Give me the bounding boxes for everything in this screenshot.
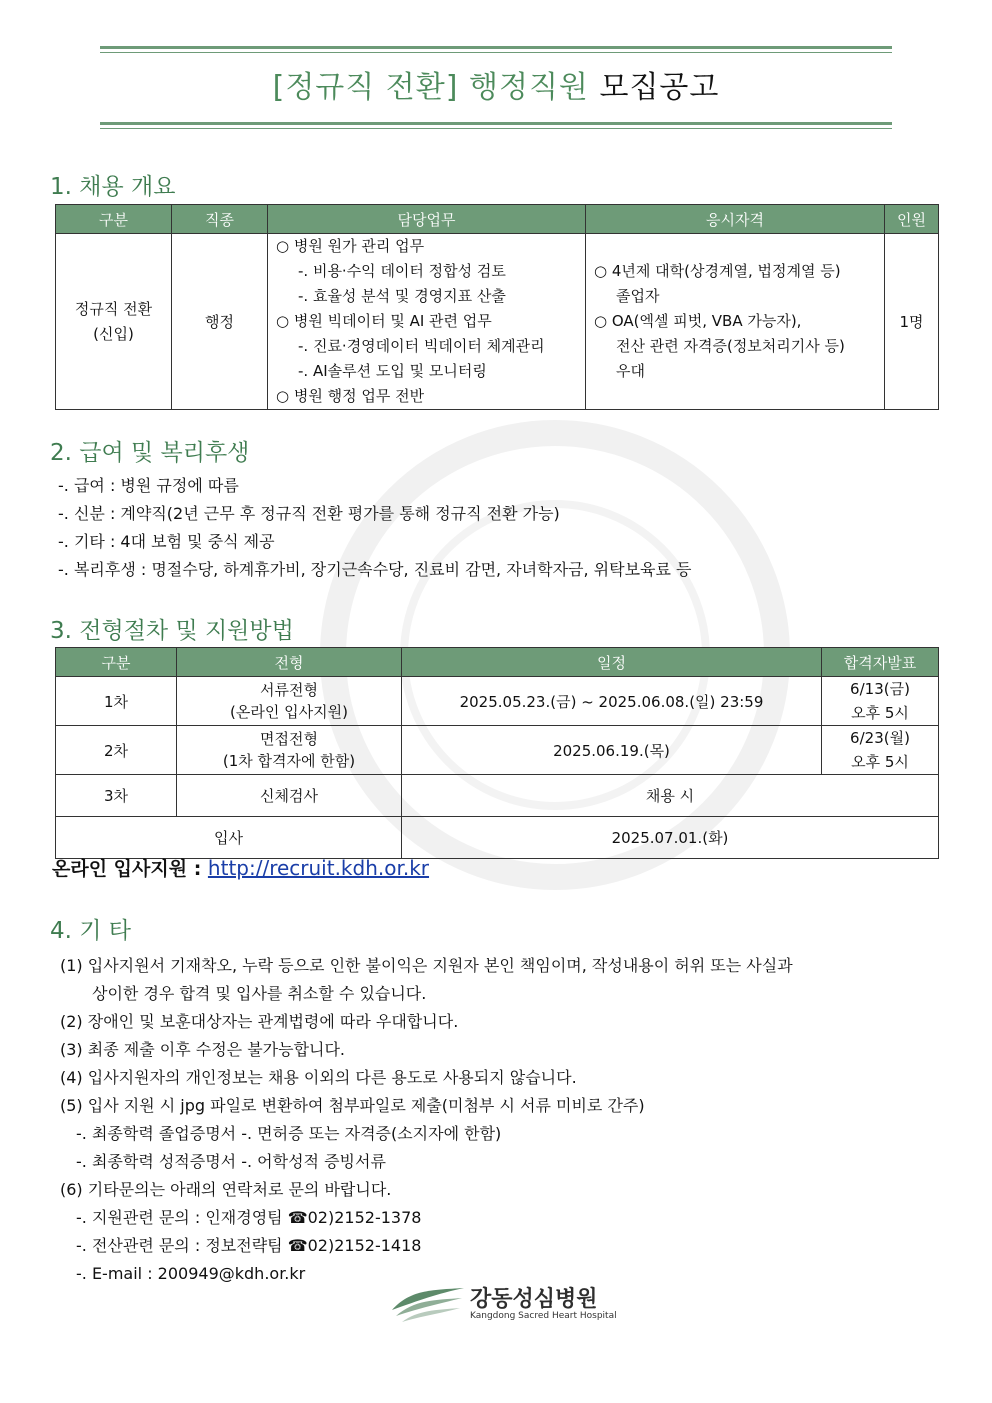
etc-item: 상이한 경우 합격 및 입사를 취소할 수 있습니다.	[92, 984, 427, 1003]
duty-line: -. 효율성 분석 및 경영지표 산출	[298, 287, 506, 305]
etc-item: (5) 입사 지원 시 jpg 파일로 변환하여 첨부파일로 제출(미첨부 시 서류 미비로 간주)	[60, 1096, 645, 1115]
benefits-list	[58, 472, 692, 584]
benefit-item: -. 복리후생 : 명절수당, 하계휴가비, 장기근속수당, 진료비 감면, 자녀학자금, 위탁보육료 등	[58, 560, 692, 579]
duty-line: ○ 병원 원가 관리 업무	[276, 237, 425, 255]
section-title-benefits: 2. 급여 및 복리후생	[50, 440, 250, 466]
qualification-line: ○ OA(엑셀 피벗, VBA 가능자),	[594, 312, 802, 330]
process-type-line: 서류전형	[260, 681, 318, 699]
process-announce	[822, 677, 939, 726]
duty-line: -. 진료·경영데이터 빅데이터 체계관리	[298, 337, 545, 355]
process-type	[177, 726, 402, 775]
benefit-item: -. 신분 : 계약직(2년 근무 후 정규직 전환 평가를 통해 정규직 전환 가능)	[58, 504, 560, 523]
duty-line: -. AI솔루션 도입 및 모니터링	[298, 362, 487, 380]
process-row	[56, 775, 939, 817]
qualification-line: 우대	[616, 362, 645, 380]
overview-header: 구분	[56, 205, 172, 234]
process-type	[177, 677, 402, 726]
process-schedule: 2025.05.23.(금) ~ 2025.06.08.(일) 23:59	[402, 677, 822, 726]
page-title-black: 모집공고	[599, 70, 720, 105]
qualification-line: ○ 4년제 대학(상경계열, 법정계열 등)	[594, 262, 841, 280]
etc-item: -. 전산관련 문의 : 정보전략팀 ☎02)2152-1418	[76, 1236, 422, 1255]
hospital-logo-icon	[390, 1280, 466, 1324]
section-title-overview: 1. 채용 개요	[50, 174, 176, 200]
join-date: 2025.07.01.(화)	[402, 817, 939, 859]
overview-headcount: 1명	[885, 234, 939, 410]
section-title-process: 3. 전형절차 및 지원방법	[50, 618, 294, 644]
announce-line: 6/13(금)	[850, 680, 910, 698]
category-line: 정규직 전환	[74, 299, 153, 318]
process-table	[55, 647, 939, 859]
qualification-line: 졸업자	[616, 287, 660, 305]
process-join-row	[56, 817, 939, 859]
process-type-line: (온라인 입사지원)	[230, 703, 348, 721]
etc-item: (1) 입사지원서 기재착오, 누락 등으로 인한 불이익은 지원자 본인 책임이며, 작성내용이 허위 또는 사실과	[60, 956, 793, 975]
overview-header: 인원	[885, 205, 939, 234]
process-announce	[822, 726, 939, 775]
process-row	[56, 726, 939, 775]
overview-job: 행정	[172, 234, 268, 410]
process-schedule: 2025.06.19.(목)	[402, 726, 822, 775]
overview-header: 직종	[172, 205, 268, 234]
recruit-link[interactable]: http://recruit.kdh.or.kr	[207, 856, 430, 880]
overview-category	[56, 234, 172, 410]
overview-qualifications	[586, 234, 885, 410]
overview-duties	[268, 234, 586, 410]
hospital-logo-name: 강동성심병원	[470, 1287, 598, 1312]
process-step: 1차	[56, 677, 177, 726]
etc-item: (3) 최종 제출 이후 수정은 불가능합니다.	[60, 1040, 346, 1059]
process-row	[56, 677, 939, 726]
etc-list	[60, 952, 793, 1288]
etc-item: -. 지원관련 문의 : 인재경영팀 ☎02)2152-1378	[76, 1208, 422, 1227]
announce-line: 오후 5시	[851, 704, 909, 722]
process-type-line: (1차 합격자에 한함)	[222, 752, 356, 770]
etc-item: -. E-mail : 200949@kdh.or.kr	[76, 1264, 306, 1283]
announce-line: 6/23(월)	[850, 729, 910, 747]
overview-header: 응시자격	[586, 205, 885, 234]
title-rule-top	[100, 46, 892, 53]
hospital-logo	[390, 1280, 620, 1330]
section-title-etc: 4. 기 타	[50, 918, 132, 944]
join-label: 입사	[56, 817, 402, 859]
process-step: 2차	[56, 726, 177, 775]
process-header: 합격자발표	[822, 648, 939, 677]
process-header: 구분	[56, 648, 177, 677]
duty-line: -. 비용·수익 데이터 정합성 검토	[298, 262, 506, 280]
process-type: 신체검사	[177, 775, 402, 817]
page-title-green: [정규직 전환] 행정직원	[272, 70, 589, 105]
announce-line: 오후 5시	[851, 753, 909, 771]
overview-header: 담당업무	[268, 205, 586, 234]
title-rule-bottom	[100, 122, 892, 129]
etc-item: (4) 입사지원자의 개인정보는 채용 이외의 다른 용도로 사용되지 않습니다.	[60, 1068, 577, 1087]
process-step: 3차	[56, 775, 177, 817]
qualification-line: 전산 관련 자격증(정보처리기사 등)	[616, 337, 845, 355]
benefit-item: -. 기타 : 4대 보험 및 중식 제공	[58, 532, 275, 551]
etc-item: -. 최종학력 성적증명서 -. 어학성적 증빙서류	[76, 1152, 386, 1171]
etc-item: (6) 기타문의는 아래의 연락처로 문의 바랍니다.	[60, 1180, 392, 1199]
process-header: 일정	[402, 648, 822, 677]
process-header: 전형	[177, 648, 402, 677]
process-type-line: 면접전형	[260, 730, 318, 748]
overview-table	[55, 204, 939, 410]
online-apply	[52, 854, 429, 881]
benefit-item: -. 급여 : 병원 규정에 따름	[58, 476, 239, 495]
etc-item: -. 최종학력 졸업증명서 -. 면허증 또는 자격증(소지자에 한함)	[76, 1124, 502, 1143]
hospital-logo-subtitle: Kangdong Sacred Heart Hospital	[470, 1311, 617, 1321]
etc-item: (2) 장애인 및 보훈대상자는 관계법령에 따라 우대합니다.	[60, 1012, 459, 1031]
duty-line: ○ 병원 빅데이터 및 AI 관련 업무	[276, 312, 492, 330]
page-title	[0, 62, 992, 106]
category-line: (신입)	[93, 324, 134, 343]
process-schedule: 채용 시	[402, 775, 939, 817]
duty-line: ○ 병원 행정 업무 전반	[276, 387, 425, 405]
online-apply-label: 온라인 입사지원 :	[52, 858, 208, 880]
